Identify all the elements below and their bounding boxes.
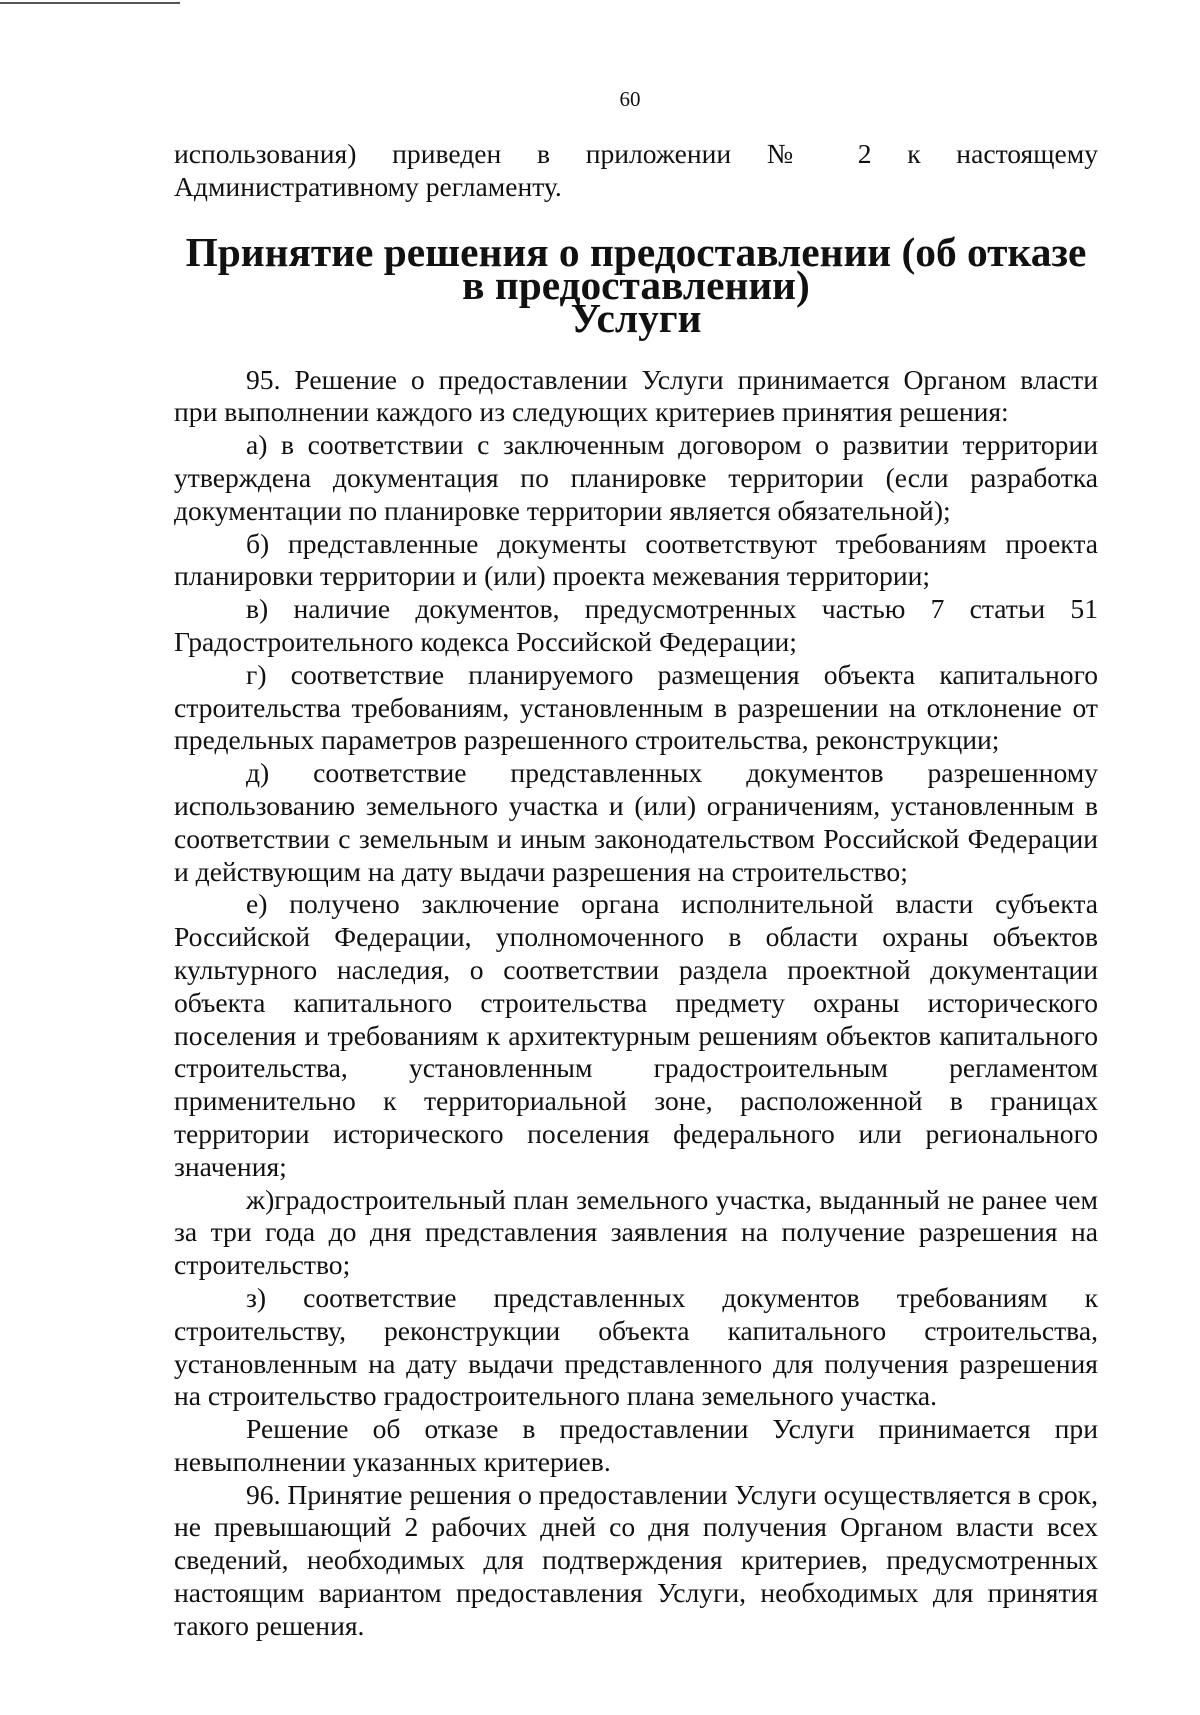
- criterion-a: а) в соответствии с заключенным договором о развитии территории утверждена документация по планировке территории (если разработка документации по планировке территории является обязательной);: [174, 429, 1098, 526]
- criterion-v: в) наличие документов, предусмотренных частью 7 статьи 51 Градостроительного кодекса Российской Федерации;: [174, 593, 1098, 657]
- scan-edge-line: [0, 2, 180, 4]
- criterion-zh: ж)градостроительный план земельного участка, выданный не ранее чем за три года до дня представления заявления на получение разрешения на строительство;: [174, 1183, 1098, 1281]
- paragraph-refusal: Решение об отказе в предоставлении Услуги принимается при невыполнении указанных критериев.: [174, 1413, 1098, 1477]
- criterion-g: г) соответствие планируемого размещения объекта капитального строительства требованиям, установленным в разрешении на отклонение от предельных параметров разрешенного строительства, реконструкции;: [174, 658, 1098, 756]
- criterion-z: з) соответствие представленных документов требованиям к строительству, реконструкции объекта капитального строительства, установленным на дату выдачи представленного для получения разрешения на строительство градостроительного плана земельного участка.: [174, 1281, 1098, 1412]
- paragraph-96: 96. Принятие решения о предоставлении Услуги осуществляется в срок, не превышающий 2 рабочих дней со дня получения Органом власти всех сведений, необходимых для подтверждения критериев, предусмотренных настоящим вариантом предоставления Услуги, необходимых для принятия такого решения.: [174, 1478, 1098, 1641]
- section-heading-line-2: Услуги: [570, 294, 702, 341]
- section-heading-line-1: Принятие решения о предоставлении (об отказе в предоставлении): [185, 228, 1087, 308]
- section-heading: [174, 204, 1098, 364]
- criterion-d: д) соответствие представленных документов разрешенному использованию земельного участка и (или) ограничениям, установленным в соответствии с земельным и иным законодательством Российской Федерации и действующим на дату выдачи разрешения на строительство;: [174, 757, 1098, 887]
- criterion-e: е) получено заключение органа исполнительной власти субъекта Российской Федерации, уполномоченного в области охраны объектов культурного наследия, о соответствии раздела проектной документации объекта капитального строительства предмету охраны исторического поселения и требованиям к архитектурным решениям объектов капитального строительства, установленным градостроительным регламентом применительно к территориальной зоне, расположенной в границах территории исторического поселения федерального или регионального значения;: [174, 888, 1098, 1182]
- paragraph-continuation: использования) приведен в приложении № 2 к настоящему Административному регламенту.: [174, 138, 1098, 202]
- document-body: [174, 138, 1098, 1643]
- paragraph-95: 95. Решение о предоставлении Услуги принимается Органом власти при выполнении каждого из следующих критериев принятия решения:: [174, 363, 1098, 428]
- criterion-b: б) представленные документы соответствуют требованиям проекта планировки территории и (или) проекта межевания территории;: [174, 527, 1098, 592]
- page-number: 60: [619, 87, 641, 111]
